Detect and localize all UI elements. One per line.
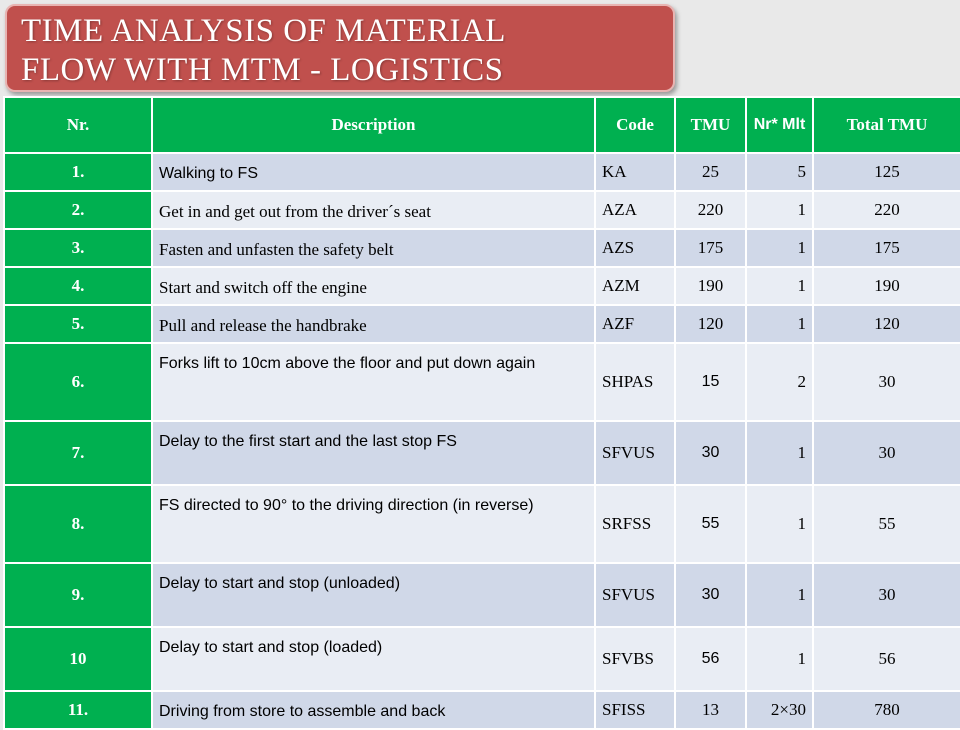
table-row — [4, 563, 960, 627]
cell-total: 56 — [813, 627, 960, 691]
cell-mlt: 5 — [746, 153, 813, 191]
cell-total: 780 — [813, 691, 960, 729]
cell-total: 30 — [813, 563, 960, 627]
col-header-total: Total TMU — [813, 97, 960, 153]
cell-nr: 5. — [4, 305, 152, 343]
cell-mlt: 1 — [746, 191, 813, 229]
cell-description: Fasten and unfasten the safety belt — [152, 229, 595, 267]
table-row — [4, 229, 960, 267]
cell-code: AZA — [595, 191, 675, 229]
table-row — [4, 153, 960, 191]
slide-title — [5, 4, 675, 92]
cell-description: Start and switch off the engine — [152, 267, 595, 305]
cell-description: Forks lift to 10cm above the floor and put down again — [152, 343, 595, 421]
cell-total: 175 — [813, 229, 960, 267]
cell-total: 30 — [813, 421, 960, 485]
cell-nr: 11. — [4, 691, 152, 729]
cell-description: Pull and release the handbrake — [152, 305, 595, 343]
cell-mlt: 1 — [746, 627, 813, 691]
table-row — [4, 421, 960, 485]
cell-nr: 6. — [4, 343, 152, 421]
cell-nr: 9. — [4, 563, 152, 627]
table-row — [4, 627, 960, 691]
cell-tmu: 55 — [675, 485, 746, 563]
cell-mlt: 2×30 — [746, 691, 813, 729]
cell-description: Walking to FS — [152, 153, 595, 191]
cell-tmu: 190 — [675, 267, 746, 305]
table-row — [4, 267, 960, 305]
cell-description: FS directed to 90° to the driving direction (in reverse) — [152, 485, 595, 563]
cell-tmu: 13 — [675, 691, 746, 729]
cell-code: AZF — [595, 305, 675, 343]
cell-tmu: 56 — [675, 627, 746, 691]
cell-mlt: 1 — [746, 485, 813, 563]
cell-mlt: 1 — [746, 421, 813, 485]
title-line-1: TIME ANALYSIS OF MATERIAL — [21, 13, 506, 49]
cell-code: SFVBS — [595, 627, 675, 691]
cell-description: Driving from store to assemble and back — [152, 691, 595, 729]
cell-tmu: 30 — [675, 563, 746, 627]
cell-code: AZS — [595, 229, 675, 267]
cell-code: AZM — [595, 267, 675, 305]
cell-code: SRFSS — [595, 485, 675, 563]
col-header-tmu: TMU — [675, 97, 746, 153]
table-row — [4, 485, 960, 563]
table-row — [4, 343, 960, 421]
cell-nr: 7. — [4, 421, 152, 485]
cell-total: 125 — [813, 153, 960, 191]
cell-nr: 10 — [4, 627, 152, 691]
table-row — [4, 691, 960, 729]
col-header-nr: Nr. — [4, 97, 152, 153]
cell-description: Delay to the first start and the last stop FS — [152, 421, 595, 485]
cell-tmu: 220 — [675, 191, 746, 229]
cell-tmu: 15 — [675, 343, 746, 421]
cell-description: Delay to start and stop (unloaded) — [152, 563, 595, 627]
cell-total: 220 — [813, 191, 960, 229]
cell-description: Delay to start and stop (loaded) — [152, 627, 595, 691]
cell-mlt: 1 — [746, 305, 813, 343]
col-header-description: Description — [152, 97, 595, 153]
cell-description: Get in and get out from the driver´s seat — [152, 191, 595, 229]
cell-total: 55 — [813, 485, 960, 563]
cell-nr: 3. — [4, 229, 152, 267]
cell-code: KA — [595, 153, 675, 191]
cell-mlt: 1 — [746, 229, 813, 267]
mtm-table — [3, 96, 960, 730]
cell-total: 30 — [813, 343, 960, 421]
cell-code: SFISS — [595, 691, 675, 729]
cell-code: SFVUS — [595, 563, 675, 627]
table-row — [4, 305, 960, 343]
cell-tmu: 25 — [675, 153, 746, 191]
cell-nr: 2. — [4, 191, 152, 229]
cell-code: SHPAS — [595, 343, 675, 421]
cell-mlt: 2 — [746, 343, 813, 421]
cell-mlt: 1 — [746, 563, 813, 627]
cell-tmu: 30 — [675, 421, 746, 485]
cell-total: 190 — [813, 267, 960, 305]
cell-tmu: 120 — [675, 305, 746, 343]
table-header-row — [4, 97, 960, 153]
cell-total: 120 — [813, 305, 960, 343]
cell-nr: 4. — [4, 267, 152, 305]
table-row — [4, 191, 960, 229]
cell-tmu: 175 — [675, 229, 746, 267]
cell-nr: 1. — [4, 153, 152, 191]
cell-mlt: 1 — [746, 267, 813, 305]
cell-code: SFVUS — [595, 421, 675, 485]
title-line-2: FLOW WITH MTM - LOGISTICS — [21, 52, 504, 88]
col-header-code: Code — [595, 97, 675, 153]
col-header-mlt: Nr* Mlt — [746, 97, 813, 153]
cell-nr: 8. — [4, 485, 152, 563]
